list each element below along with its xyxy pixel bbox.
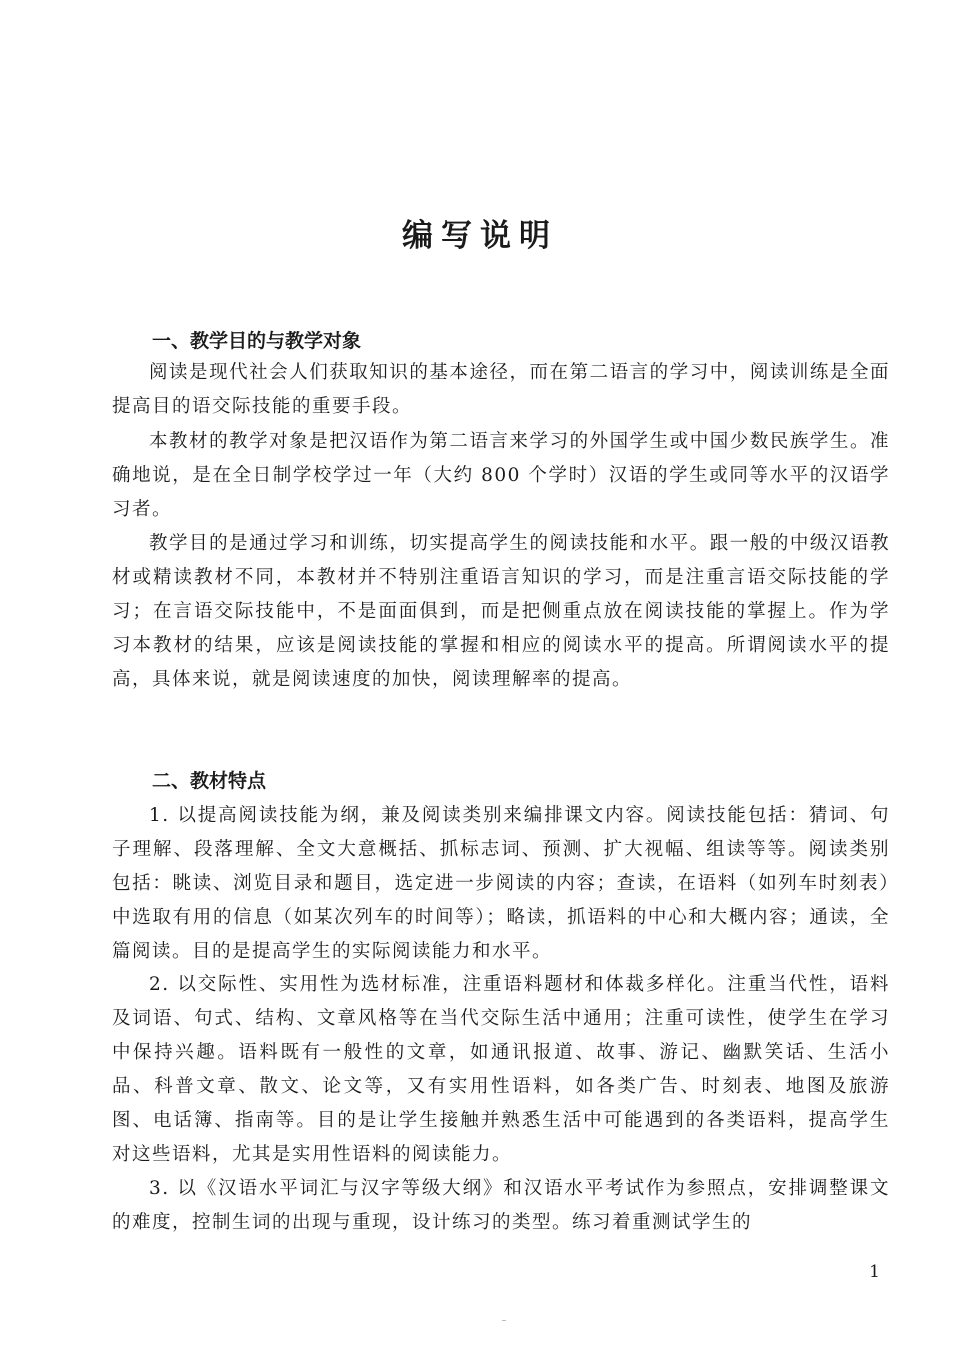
paragraph: 2. 以交际性、实用性为选材标准，注重语料题材和体裁多样化。注重当代性，语料及词语、句式、结构、文章风格等在当代交际生活中通用；注重可读性，使学生在学习中保持兴趣。语料既有一般性的文章，如通讯报道、故事、游记、幽默笑话、生活小品、科普文章、散文、论文等，又有实用性语料，如各类广告、时刻表、地图及旅游图、电话簿、指南等。目的是让学生接触并熟悉生活中可能遇到的各类语料，提高学生对这些语料，尤其是实用性语料的阅读能力。 bbox=[112, 974, 890, 1165]
page-title: 编写说明 bbox=[402, 218, 558, 254]
footer-mark bbox=[502, 1320, 506, 1321]
paragraph: 本教材的教学对象是把汉语作为第二语言来学习的外国学生或中国少数民族学生。准确地说，是在全日制学校学过一年（大约 800 个学时）汉语的学生或同等水平的汉语学习者。 bbox=[112, 431, 890, 520]
section-heading-features: 二、教材特点 bbox=[152, 770, 267, 792]
section-heading-objectives: 一、教学目的与教学对象 bbox=[152, 330, 362, 352]
paragraph: 教学目的是通过学习和训练，切实提高学生的阅读技能和水平。跟一般的中级汉语教材或精读教材不同，本教材并不特别注重语言知识的学习，而是注重言语交际技能的学习；在言语交际技能中，不是面面俱到，而是把侧重点放在阅读技能的掌握上。作为学习本教材的结果，应该是阅读技能的掌握和相应的阅读水平的提高。所谓阅读水平的提高，具体来说，就是阅读速度的加快，阅读理解率的提高。 bbox=[112, 533, 890, 690]
paragraph: 1. 以提高阅读技能为纲，兼及阅读类别来编排课文内容。阅读技能包括：猜词、句子理解、段落理解、全文大意概括、抓标志词、预测、扩大视幅、组读等等。阅读类别包括：眺读、浏览目录和题目，选定进一步阅读的内容；查读，在语料（如列车时刻表）中选取有用的信息（如某次列车的时间等）；略读，抓语料的中心和大概内容；通读，全篇阅读。目的是提高学生的实际阅读能力和水平。 bbox=[112, 805, 890, 962]
paragraph: 阅读是现代社会人们获取知识的基本途径，而在第二语言的学习中，阅读训练是全面提高目的语交际技能的重要手段。 bbox=[112, 362, 890, 417]
paragraph: 3. 以《汉语水平词汇与汉字等级大纲》和汉语水平考试作为参照点，安排调整课文的难度，控制生词的出现与重现，设计练习的类型。练习着重测试学生的 bbox=[112, 1178, 890, 1233]
page-number: 1 bbox=[869, 1262, 880, 1282]
